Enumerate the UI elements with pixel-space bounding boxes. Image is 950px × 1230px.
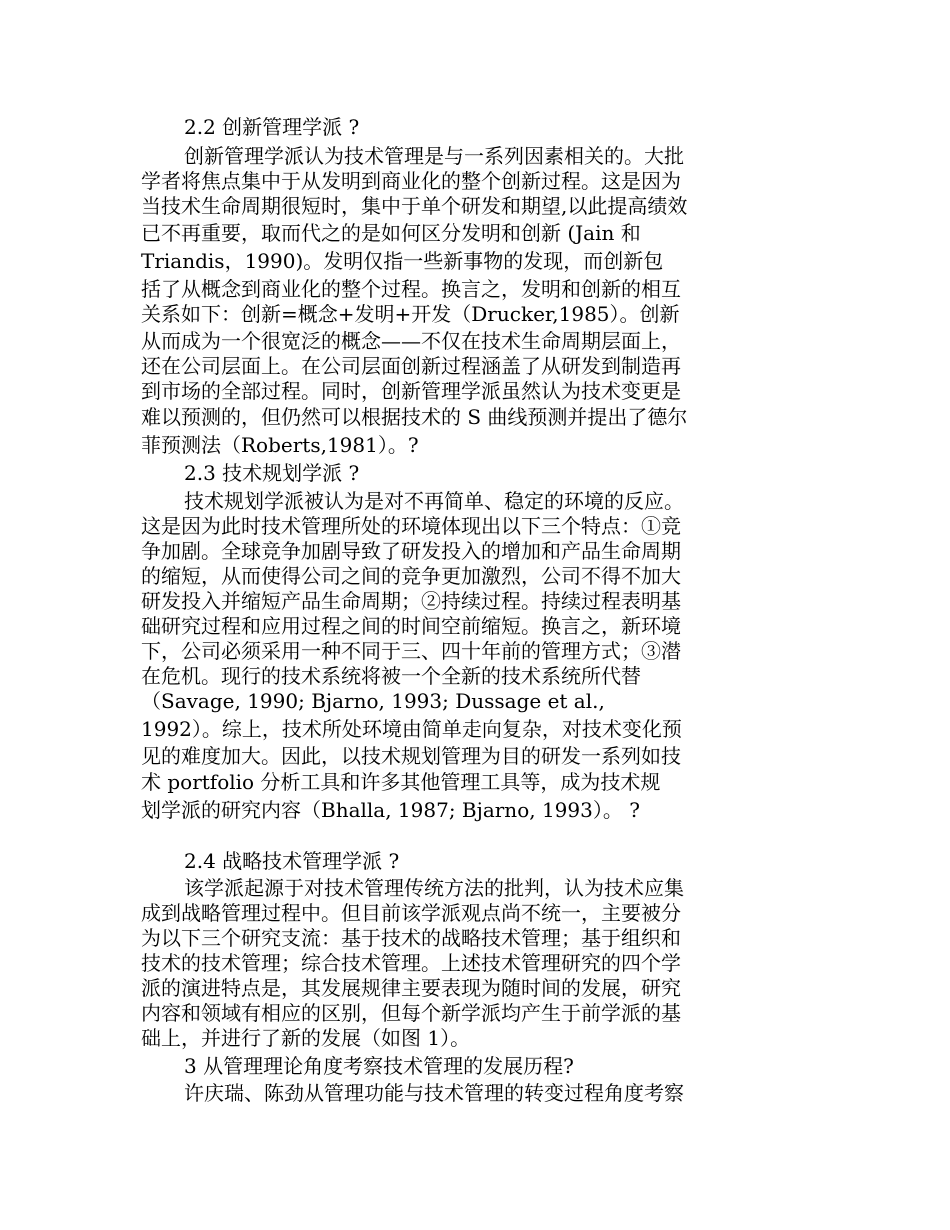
paragraph-line: 派的演进特点是，其发展规律主要表现为随时间的发展，研究 [141, 976, 681, 1000]
paragraph-line: 当技术生命周期很短时，集中于单个研发和期望,以此提高绩效 [141, 194, 688, 218]
paragraph-line: 研发投入并缩短产品生命周期；②持续过程。持续过程表明基 [141, 589, 681, 613]
paragraph-line: Triandis，1990)。发明仅指一些新事物的发现，而创新包 [141, 249, 664, 273]
heading-2-3: 2.3 技术规划学派 ? [184, 461, 360, 485]
paragraph-line: 为以下三个研究支流：基于技术的战略技术管理；基于组织和 [141, 926, 681, 950]
paragraph-line: 在危机。现行的技术系统将被一个全新的技术系统所代替 [141, 664, 641, 688]
heading-3: 3 从管理理论角度考察技术管理的发展历程? [184, 1054, 574, 1078]
paragraph-line: 础上，并进行了新的发展（如图 1）。 [141, 1026, 471, 1050]
paragraph-line: 内容和领域有相应的区别，但每个新学派均产生于前学派的基 [141, 1001, 681, 1025]
paragraph-line: 学者将焦点集中于从发明到商业化的整个创新过程。这是因为 [141, 169, 681, 193]
heading-2-4: 2.4 战略技术管理学派 ? [184, 849, 400, 873]
paragraph-line: 关系如下：创新=概念+发明+开发（Drucker,1985）。创新 [141, 302, 680, 326]
paragraph-line: 技术规划学派被认为是对不再简单、稳定的环境的反应。 [184, 489, 684, 513]
paragraph-line: 这是因为此时技术管理所处的环境体现出以下三个特点：①竞 [141, 514, 681, 538]
paragraph-line: 菲预测法（Roberts,1981）。? [141, 433, 419, 457]
heading-2-2: 2.2 创新管理学派 ? [184, 115, 360, 139]
paragraph-line: 还在公司层面上。在公司层面创新过程涵盖了从研发到制造再 [141, 354, 681, 378]
paragraph-line: 下，公司必须采用一种不同于三、四十年前的管理方式；③潜 [141, 639, 681, 663]
paragraph-line: 见的难度加大。因此，以技术规划管理为目的研发一系列如技 [141, 744, 681, 768]
paragraph-line: 划学派的研究内容（Bhalla, 1987; Bjarno, 1993）。 ? [141, 798, 640, 822]
paragraph-line: 难以预测的，但仍然可以根据技术的 S 曲线预测并提出了德尔 [141, 405, 688, 429]
paragraph-line: 从而成为一个很宽泛的概念——不仅在技术生命周期层面上， [141, 329, 681, 353]
paragraph-line: 成到战略管理过程中。但目前该学派观点尚不统一，主要被分 [141, 901, 681, 925]
paragraph-line: 的缩短，从而使得公司之间的竞争更加激烈，公司不得不加大 [141, 564, 681, 588]
paragraph-line: 础研究过程和应用过程之间的时间空前缩短。换言之，新环境 [141, 614, 681, 638]
paragraph-line: 许庆瑞、陈劲从管理功能与技术管理的转变过程角度考察 [184, 1081, 684, 1105]
paragraph-line: 该学派起源于对技术管理传统方法的批判，认为技术应集 [184, 876, 684, 900]
paragraph-line: 术 portfolio 分析工具和许多其他管理工具等，成为技术规 [141, 770, 661, 794]
paragraph-line: 争加剧。全球竞争加剧导致了研发投入的增加和产品生命周期 [141, 539, 681, 563]
paragraph-line: 到市场的全部过程。同时，创新管理学派虽然认为技术变更是 [141, 379, 681, 403]
paragraph-line: （Savage, 1990; Bjarno, 1993; Dussage et al., [141, 689, 605, 713]
paragraph-line: 技术的技术管理；综合技术管理。上述技术管理研究的四个学 [141, 951, 681, 975]
paragraph-line: 已不再重要，取而代之的是如何区分发明和创新 (Jain 和 [141, 221, 641, 245]
paragraph-line: 1992）。综上，技术所处环境由简单走向复杂，对技术变化预 [141, 717, 682, 741]
paragraph-line: 创新管理学派认为技术管理是与一系列因素相关的。大批 [184, 144, 684, 168]
paragraph-line: 括了从概念到商业化的整个过程。换言之，发明和创新的相互 [141, 277, 681, 301]
